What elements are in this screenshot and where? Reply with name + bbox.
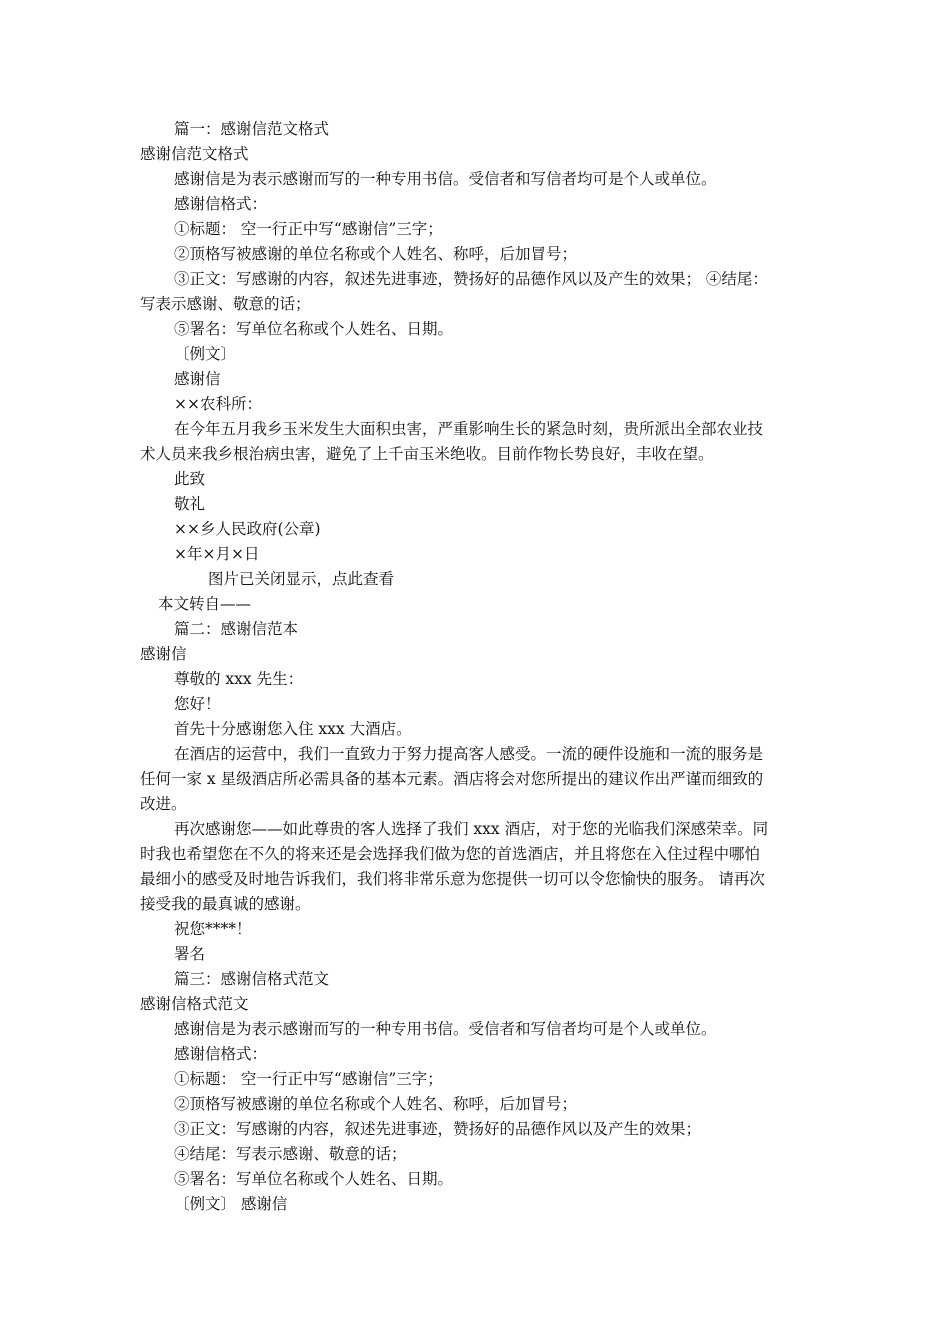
section-heading-1: 篇一：感谢信范文格式 bbox=[174, 120, 330, 138]
signature-line: 署名 bbox=[174, 945, 206, 963]
closing-line: 此致 bbox=[174, 470, 206, 488]
example-label: 〔例文〕 bbox=[174, 345, 237, 363]
paragraph-line: 感谢信是为表示感谢而写的一种专用书信。受信者和写信者均可是个人或单位。 bbox=[174, 170, 717, 188]
list-item: ①标题： 空一行正中写“感谢信”三字； bbox=[174, 1070, 443, 1088]
list-item-continuation: 写表示感谢、敬意的话； bbox=[140, 295, 311, 313]
paragraph-line: 在今年五月我乡玉米发生大面积虫害，严重影响生长的紧急时刻，贵所派出全部农业技 bbox=[174, 420, 764, 438]
paragraph-line: 任何一家 x 星级酒店所必需具备的基本元素。酒店将会对您所提出的建议作出严谨而细致的 bbox=[140, 770, 764, 788]
paragraph-line: 最细小的感受及时地告诉我们，我们将非常乐意为您提供一切可以令您愉快的服务。 请再次 bbox=[140, 870, 765, 888]
paragraph-line: 改进。 bbox=[140, 795, 187, 813]
list-item: ⑤署名：写单位名称或个人姓名、日期。 bbox=[174, 1170, 454, 1188]
paragraph-line: 感谢信格式： bbox=[174, 1045, 268, 1063]
date-line: ×年×月×日 bbox=[174, 545, 260, 563]
paragraph-line: 感谢信格式： bbox=[174, 195, 268, 213]
closing-line: 敬礼 bbox=[174, 495, 206, 513]
list-item: ③正文：写感谢的内容，叙述先进事迹，赞扬好的品德作风以及产生的效果； ④结尾： bbox=[174, 270, 768, 288]
image-placeholder-link[interactable]: 图片已关闭显示，点此查看 bbox=[208, 570, 395, 588]
paragraph-line: 再次感谢您——如此尊贵的客人选择了我们 xxx 酒店，对于您的光临我们深感荣幸。同 bbox=[174, 820, 769, 838]
paragraph-line: 接受我的最真诚的感谢。 bbox=[140, 895, 311, 913]
list-item: ③正文：写感谢的内容，叙述先进事迹，赞扬好的品德作风以及产生的效果； bbox=[174, 1120, 702, 1138]
salutation: ××农科所： bbox=[174, 395, 262, 413]
paragraph-line: 术人员来我乡根治病虫害，避免了上千亩玉米绝收。目前作物长势良好，丰收在望。 bbox=[140, 445, 714, 463]
doc-title-1: 感谢信范文格式 bbox=[140, 145, 249, 163]
list-item: ①标题： 空一行正中写“感谢信”三字； bbox=[174, 220, 443, 238]
paragraph-line: 在酒店的运营中，我们一直致力于努力提高客人感受。一流的硬件设施和一流的服务是 bbox=[174, 745, 764, 763]
doc-title-2: 感谢信 bbox=[140, 645, 187, 663]
list-item: ⑤署名：写单位名称或个人姓名、日期。 bbox=[174, 320, 454, 338]
section-heading-3: 篇三：感谢信格式范文 bbox=[174, 970, 330, 988]
example-label: 〔例文〕 感谢信 bbox=[174, 1195, 288, 1213]
paragraph-line: 时我也希望您在不久的将来还是会选择我们做为您的首选酒店，并且将您在入住过程中哪怕 bbox=[140, 845, 761, 863]
list-item: ④结尾：写表示感谢、敬意的话； bbox=[174, 1145, 407, 1163]
closing-line: 祝您****！ bbox=[174, 920, 252, 938]
salutation: 尊敬的 xxx 先生： bbox=[174, 670, 304, 688]
doc-title-3: 感谢信格式范文 bbox=[140, 995, 249, 1013]
example-title: 感谢信 bbox=[174, 370, 221, 388]
greeting: 您好！ bbox=[174, 695, 221, 713]
section-heading-2: 篇二：感谢信范本 bbox=[174, 620, 299, 638]
paragraph-line: 感谢信是为表示感谢而写的一种专用书信。受信者和写信者均可是个人或单位。 bbox=[174, 1020, 717, 1038]
signature-line: ××乡人民政府(公章) bbox=[174, 520, 321, 538]
list-item: ②顶格写被感谢的单位名称或个人姓名、称呼，后加冒号； bbox=[174, 245, 578, 263]
paragraph-line: 首先十分感谢您入住 xxx 大酒店。 bbox=[174, 720, 412, 738]
source-note: 本文转自—— bbox=[158, 595, 252, 613]
list-item: ②顶格写被感谢的单位名称或个人姓名、称呼，后加冒号； bbox=[174, 1095, 578, 1113]
